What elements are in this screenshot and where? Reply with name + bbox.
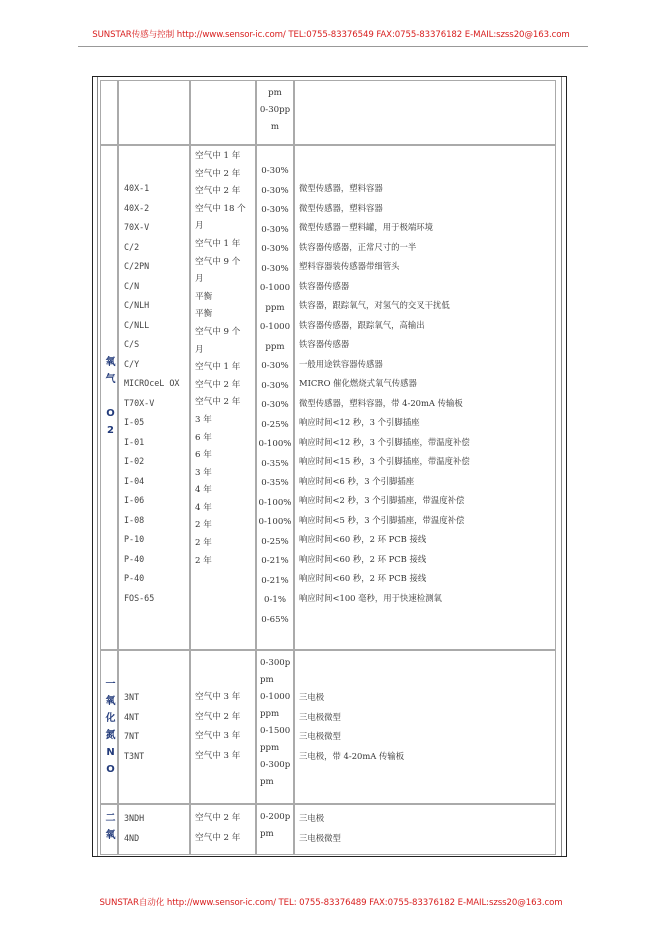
no-models	[118, 650, 190, 804]
no2-descriptions	[294, 804, 556, 855]
desc-line: 铁容器传感器，正常尺寸的一半	[299, 241, 417, 252]
model-line: I-01	[124, 436, 145, 447]
desc-line: 铁容器传感器，跟踪氧气，高输出	[299, 319, 425, 330]
model-line: I-06	[124, 495, 145, 505]
range-line: pm	[260, 675, 274, 685]
life-line: 月	[195, 221, 204, 232]
oxygen-models	[118, 145, 190, 650]
desc-line: 铁容器，跟踪氧气，对氢气的交叉干扰低	[299, 300, 450, 310]
desc-line: 三电极	[299, 692, 325, 702]
range-line: 0-30%	[261, 205, 289, 215]
model-line: I-05	[124, 417, 145, 427]
life-line: 月	[195, 274, 204, 285]
life-line: 空气中 2 年	[195, 168, 241, 179]
desc-line: 三电极微型	[299, 711, 341, 722]
desc-line: 一般用途铁容器传感器	[299, 358, 383, 369]
range-line: pm	[268, 88, 282, 98]
range-line: 0-30pp	[259, 105, 291, 115]
model-line: 7NT	[124, 731, 140, 741]
desc-line: 微型传感器，塑料容器	[299, 202, 383, 213]
model-line: 4ND	[124, 832, 140, 843]
model-line: C/2PN	[124, 261, 150, 271]
range-line: 0-35%	[261, 458, 289, 469]
desc-line: 铁容器传感器	[299, 339, 350, 349]
category-char: 氧	[105, 696, 116, 707]
no2-life	[190, 804, 256, 855]
range-line: 0-25%	[261, 536, 289, 547]
category-char: 二	[105, 813, 116, 824]
model-line: MICROceL OX	[124, 378, 180, 388]
no2-models	[118, 804, 190, 855]
model-line: I-02	[124, 456, 145, 466]
range-line: 0-1000	[259, 283, 291, 293]
life-line: 空气中 18 个	[195, 203, 246, 214]
desc-line: 响应时间<12 秒，3 个引脚插座	[299, 417, 420, 427]
category-char: 氮	[105, 730, 116, 741]
category-char: 气	[105, 374, 116, 385]
page-header: SUNSTAR传感与控制 http://www.sensor-ic.com/ TEL:0755-83376549 FAX:0755-83376182 E-MAIL:szss20@163.com	[92, 30, 570, 40]
range-line: 0-1%	[263, 595, 286, 605]
model-line: 3NT	[124, 692, 140, 702]
model-line: C/2	[124, 241, 140, 252]
desc-line: 响应时间<5 秒，3 个引脚插座，带温度补偿	[299, 514, 465, 525]
category-char	[104, 388, 117, 405]
oxygen-life	[190, 145, 256, 650]
desc-line: 铁容器传感器	[299, 280, 350, 291]
range-line: 0-300p	[260, 760, 291, 770]
top-row-model	[118, 80, 190, 145]
oxygen-descriptions	[294, 145, 556, 650]
life-line: 6 年	[195, 450, 212, 461]
oxygen-ranges	[256, 145, 294, 650]
desc-line: MICRO 催化燃烧式氧气传感器	[299, 378, 417, 388]
model-line: FOS-65	[124, 592, 155, 603]
range-line: ppm	[265, 302, 285, 313]
desc-line: 响应时间<2 秒，3 个引脚插座，带温度补偿	[299, 495, 465, 505]
model-line: I-08	[124, 514, 145, 525]
life-line: 月	[195, 344, 204, 355]
model-line: 40X-2	[124, 202, 150, 213]
desc-line: 三电极微型	[299, 832, 341, 843]
life-line: 空气中 1 年	[195, 238, 241, 249]
desc-line: 响应时间<12 秒，3 个引脚插座，带温度补偿	[299, 436, 470, 447]
desc-line: 响应时间<60 秒，2 环 PCB 接线	[299, 573, 427, 583]
range-line: 0-30%	[261, 380, 289, 391]
category-char: O	[106, 408, 115, 419]
life-line: 空气中 1 年	[195, 362, 241, 373]
category-char: 氧	[105, 830, 116, 841]
desc-line: 微型传感器－塑料罐，用于极端环境	[299, 222, 433, 232]
desc-line: 响应时间<6 秒，3 个引脚插座	[299, 475, 415, 486]
life-line: 空气中 2 年	[195, 379, 241, 390]
desc-line: 微型传感器，塑料容器	[299, 183, 383, 193]
range-line: 0-21%	[261, 556, 289, 566]
range-line: 0-30%	[261, 166, 289, 176]
range-line: 0-200p	[260, 812, 291, 822]
range-line: 0-30%	[261, 400, 289, 410]
life-line: 4 年	[195, 485, 212, 496]
life-line: 空气中 9 个	[195, 256, 241, 267]
life-line: 空气中 2 年	[195, 832, 241, 843]
model-line: C/NLL	[124, 319, 150, 330]
page-footer: SUNSTAR自动化 http://www.sensor-ic.com/ TEL: 0755-83376489 FAX:0755-83376182 E-MAIL:szss20@163.com	[99, 898, 563, 908]
range-line: 0-100%	[258, 439, 292, 449]
category-char: N	[106, 747, 115, 758]
range-line: 0-100%	[258, 517, 292, 527]
desc-line: 三电极	[299, 813, 325, 823]
model-line: I-04	[124, 475, 145, 486]
model-line: 70X-V	[124, 222, 150, 232]
model-line: 4NT	[124, 711, 140, 722]
range-line: ppm	[260, 743, 280, 753]
life-line: 空气中 2 年	[195, 711, 241, 722]
life-line: 空气中 9 个	[195, 326, 241, 337]
top-row-life	[190, 80, 256, 145]
range-line: 0-300p	[260, 658, 291, 668]
model-line: C/NLH	[124, 300, 150, 310]
range-line: 0-1000	[260, 692, 291, 702]
life-line: 2 年	[195, 538, 212, 549]
range-line: ppm	[260, 709, 280, 719]
range-line: 0-65%	[261, 614, 289, 625]
life-line: 3 年	[195, 414, 212, 425]
desc-line: 响应时间<60 秒，2 环 PCB 接线	[299, 553, 427, 564]
model-line: T3NT	[124, 750, 145, 761]
header-rule	[78, 46, 588, 47]
range-line: m	[270, 122, 280, 132]
model-line: P-40	[124, 573, 145, 583]
life-line: 3 年	[195, 467, 212, 478]
top-row-range	[256, 80, 294, 145]
model-line: P-10	[124, 534, 145, 544]
no-ranges	[256, 650, 294, 804]
life-line: 平衡	[195, 309, 213, 320]
model-line: C/N	[124, 280, 140, 291]
range-line: ppm	[265, 341, 285, 352]
oxygen-category-label	[104, 354, 117, 439]
desc-line: 微型传感器，塑料容器，带 4-20mA 传输板	[299, 397, 463, 408]
category-char: O	[106, 764, 115, 775]
desc-line: 响应时间<100 毫秒，用于快速检测氧	[299, 592, 442, 603]
range-line: pm	[260, 829, 274, 839]
category-char: 化	[105, 713, 116, 724]
desc-line: 响应时间<60 秒，2 环 PCB 接线	[299, 534, 427, 544]
range-line: 0-30%	[261, 361, 289, 371]
desc-line: 响应时间<15 秒，3 个引脚插座，带温度补偿	[299, 456, 470, 466]
life-line: 空气中 2 年	[195, 813, 241, 823]
model-line: C/Y	[124, 358, 140, 369]
range-line: 0-1000	[259, 322, 291, 332]
range-line: pm	[260, 777, 274, 787]
life-line: 空气中 1 年	[195, 151, 241, 161]
model-line: C/S	[124, 339, 140, 349]
range-line: 0-25%	[261, 419, 289, 430]
range-line: 0-1500	[260, 726, 291, 736]
no2-category-label	[104, 810, 117, 844]
category-char: 一	[105, 679, 116, 690]
range-line: 0-30%	[261, 224, 289, 235]
desc-line: 三电极微型	[299, 731, 341, 741]
category-char: 氧	[105, 357, 116, 368]
life-line: 空气中 3 年	[195, 731, 241, 741]
desc-line: 塑料容器装传感器带细管头	[299, 261, 400, 271]
no-life	[190, 650, 256, 804]
life-line: 空气中 2 年	[195, 186, 241, 197]
model-line: 40X-1	[124, 183, 150, 193]
desc-line: 三电极，带 4-20mA 传输板	[299, 750, 405, 761]
life-line: 空气中 2 年	[195, 397, 241, 408]
life-line: 6 年	[195, 432, 212, 443]
range-line: 0-35%	[261, 478, 289, 488]
life-line: 4 年	[195, 502, 212, 513]
category-char: 2	[107, 425, 114, 436]
no2-ranges	[256, 804, 294, 855]
life-line: 空气中 3 年	[195, 692, 241, 702]
no-category-label	[104, 676, 117, 778]
range-line: 0-100%	[258, 497, 292, 508]
range-line: 0-30%	[261, 244, 289, 254]
no-descriptions	[294, 650, 556, 804]
model-line: T70X-V	[124, 397, 155, 408]
top-row-desc	[294, 80, 556, 145]
model-line: 3NDH	[124, 813, 145, 823]
life-line: 空气中 3 年	[195, 750, 241, 761]
model-line: P-40	[124, 553, 145, 564]
life-line: 2 年	[195, 555, 212, 566]
range-line: 0-21%	[261, 575, 289, 586]
range-line: 0-30%	[261, 185, 289, 196]
range-line: 0-30%	[261, 263, 289, 274]
life-line: 平衡	[195, 291, 213, 302]
top-row-category	[100, 80, 118, 145]
life-line: 2 年	[195, 520, 212, 531]
